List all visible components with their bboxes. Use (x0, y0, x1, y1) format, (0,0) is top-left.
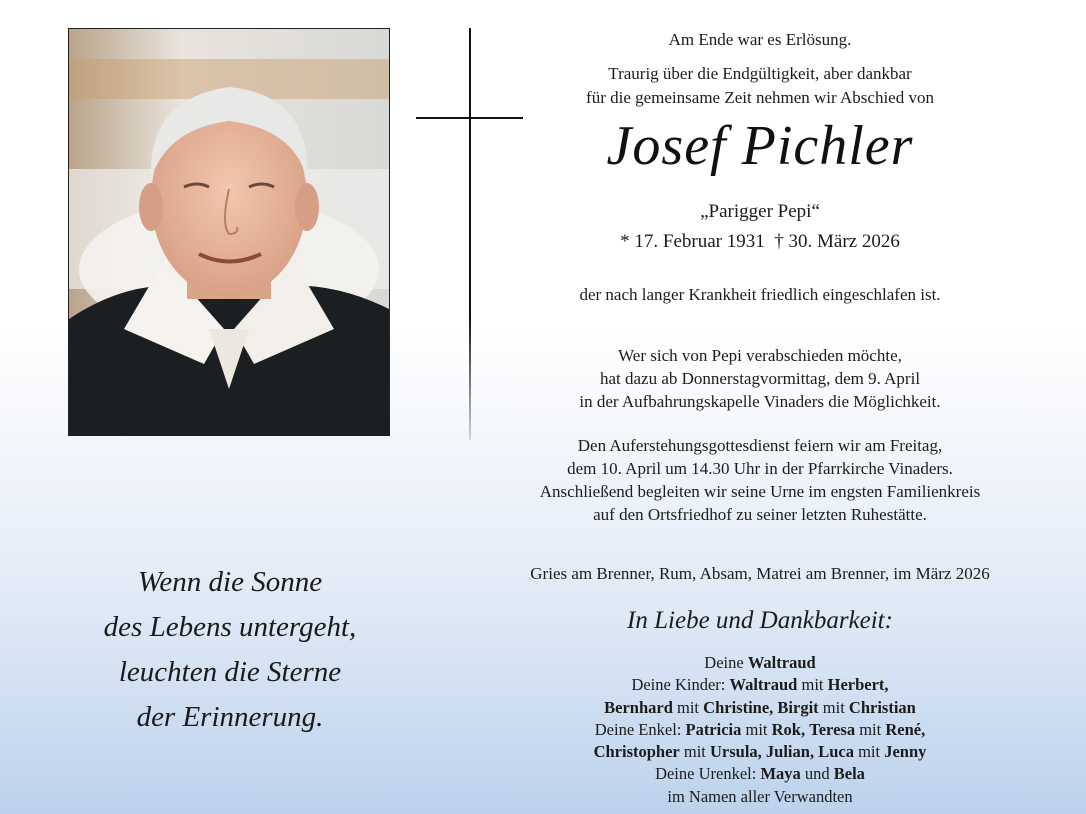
family-text: Deine Enkel: (594, 719, 686, 739)
family-text: mit (679, 742, 710, 762)
family-member: Christopher (593, 742, 680, 762)
funeral-line: Den Auferstehungsgottesdienst feiern wir am Freitag, (577, 436, 943, 455)
family-member: Bela (833, 764, 865, 784)
intro-line: für die gemeinsame Zeit nehmen wir Abschied von (586, 88, 934, 107)
family-list (480, 652, 1040, 808)
family-member: Waltraud (747, 653, 816, 672)
family-line (480, 697, 1040, 719)
family-member: Herbert, (827, 675, 889, 695)
family-member: Waltraud (729, 675, 798, 695)
family-line (480, 719, 1040, 741)
family-line: im Namen aller Verwandten (667, 786, 853, 806)
farewell-line: in der Aufbahrungskapelle Vinaders die Möglichkeit. (579, 392, 941, 411)
family-text: mit (853, 742, 885, 762)
funeral-line: dem 10. April um 14.30 Uhr in der Pfarrkirche Vinaders. (567, 459, 953, 478)
funeral-text (480, 434, 1040, 526)
family-member: Christine, (703, 697, 774, 717)
family-text: mit (797, 675, 828, 695)
thanks-heading: In Liebe und Dankbarkeit: (627, 607, 893, 634)
intro-line: Traurig über die Endgültigkeit, aber dankbar (608, 64, 912, 83)
family-member: Julian, (765, 742, 815, 762)
farewell-line: hat dazu ab Donnerstagvormittag, dem 9. April (599, 369, 921, 388)
family-text: mit (855, 719, 886, 739)
family-member: René, (885, 719, 926, 739)
quote-line: Wenn die Sonne (137, 566, 323, 598)
family-member: Maya (760, 764, 801, 784)
family-text: mit (818, 697, 849, 717)
deceased-nickname: „Parigger Pepi“ (700, 201, 820, 222)
quote-line: der Erinnerung. (136, 701, 324, 733)
family-member: Luca (818, 742, 854, 762)
family-text: Deine Kinder: (631, 675, 730, 695)
memorial-quote (40, 560, 420, 740)
intro-line: Am Ende war es Erlösung. (668, 30, 852, 49)
farewell-line: Wer sich von Pepi verabschieden möchte, (618, 346, 902, 365)
family-text: mit (672, 697, 704, 717)
family-line (480, 652, 1040, 674)
funeral-line: auf den Ortsfriedhof zu seiner letzten Ruhestätte. (593, 505, 927, 524)
family-member: Christian (848, 697, 916, 717)
family-text: Deine Urenkel: (655, 764, 761, 784)
cross-vertical-line (469, 28, 471, 440)
family-line (480, 741, 1040, 763)
intro-text (480, 28, 1040, 110)
family-member: Teresa (809, 719, 856, 739)
place-date: Gries am Brenner, Rum, Absam, Matrei am Brenner, im März 2026 (530, 564, 990, 583)
family-member: Rok, (771, 719, 806, 739)
family-member: Patricia (685, 719, 742, 739)
quote-line: leuchten die Sterne (118, 656, 342, 688)
family-member: Birgit (777, 697, 819, 717)
family-text: mit (741, 719, 772, 739)
deceased-name: Josef Pichler (606, 115, 914, 177)
life-dates: * 17. Februar 1931 † 30. März 2026 (620, 231, 900, 252)
family-member: Bernhard (604, 697, 673, 717)
family-text: und (800, 764, 834, 784)
farewell-text (480, 344, 1040, 413)
family-member: Ursula, (710, 742, 762, 762)
family-text: Deine (704, 653, 748, 672)
portrait-photo (68, 28, 390, 436)
family-line (480, 763, 1040, 785)
quote-line: des Lebens untergeht, (103, 611, 357, 643)
passing-text: der nach langer Krankheit friedlich eingeschlafen ist. (579, 285, 941, 304)
funeral-line: Anschließend begleiten wir seine Urne im engsten Familienkreis (539, 482, 981, 501)
family-member: Jenny (884, 742, 927, 762)
family-line (480, 674, 1040, 696)
